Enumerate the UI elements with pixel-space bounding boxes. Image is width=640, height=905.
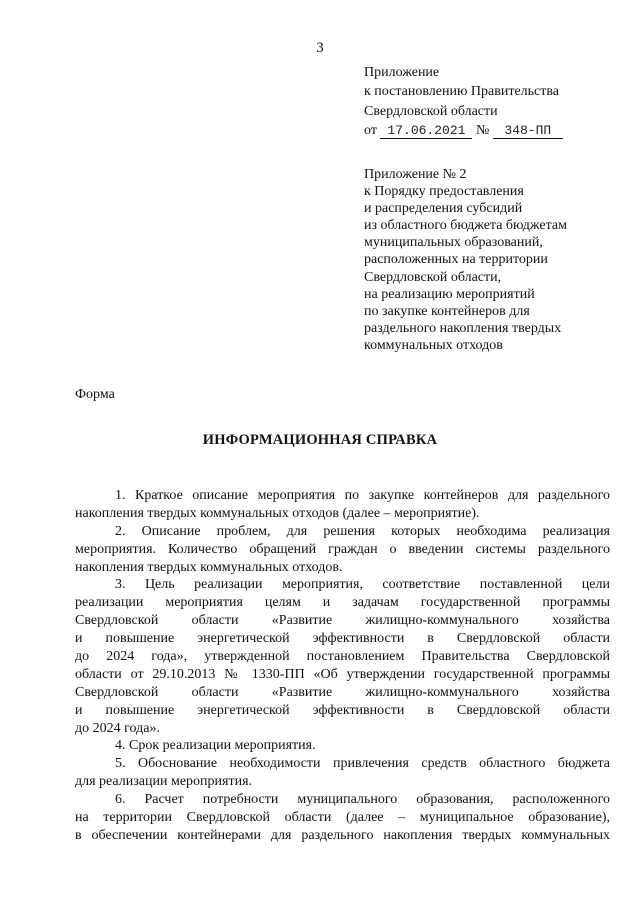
body-paragraph bbox=[75, 576, 610, 737]
annex2-line: расположенных на территории bbox=[364, 252, 548, 268]
body-paragraph bbox=[75, 487, 610, 523]
date-prefix: от bbox=[364, 123, 377, 139]
document-title: ИНФОРМАЦИОННАЯ СПРАВКА bbox=[202, 432, 438, 448]
body-paragraph bbox=[75, 791, 610, 845]
paragraph-line: до 2024 года», утвержденной постановлением Правительства Свердловской bbox=[75, 649, 610, 665]
paragraph-line: для реализации мероприятия. bbox=[75, 774, 253, 790]
paragraph-line: 1. Краткое описание мероприятия по закупке контейнеров для раздельного bbox=[115, 488, 610, 503]
body-paragraph bbox=[75, 755, 610, 791]
paragraph-line: области от 29.10.2013 № 1330-ПП «Об утверждении государственной программы bbox=[75, 666, 610, 682]
paragraph-line: накопления твердых коммунальных отходов (далее – мероприятие). bbox=[75, 505, 480, 521]
paragraph-line: реализации мероприятия целям и задачам государственной программы bbox=[75, 595, 610, 611]
paragraph-line: мероприятия. Количество обращений граждан о введении системы раздельного bbox=[75, 541, 610, 557]
body-paragraph bbox=[75, 737, 610, 755]
paragraph-line: в обеспечении контейнерами для раздельного накопления твердых коммунальных bbox=[75, 827, 610, 843]
paragraph-line: и повышение энергетической эффективности в Свердловской области bbox=[75, 631, 610, 647]
paragraph-line: Свердловской области «Развитие жилищно-коммунального хозяйства bbox=[75, 613, 610, 629]
annex2-line: и распределения субсидий bbox=[364, 201, 523, 217]
annex2-line: коммунальных отходов bbox=[364, 337, 503, 353]
appendix-header bbox=[364, 63, 624, 141]
paragraph-line: 3. Цель реализации мероприятия, соответствие поставленной цели bbox=[115, 577, 610, 593]
number-prefix: № bbox=[475, 123, 490, 139]
paragraph-line: 6. Расчет потребности муниципального образования, расположенного bbox=[115, 792, 610, 808]
annex2-line: к Порядку предоставления bbox=[364, 184, 524, 200]
annex2-line: на реализацию мероприятий bbox=[364, 286, 535, 302]
annex2-line: Свердловской области, bbox=[364, 269, 502, 285]
annex2-line: Приложение № 2 bbox=[364, 167, 467, 182]
paragraph-line: 4. Срок реализации мероприятия. bbox=[115, 738, 316, 754]
form-label: Форма bbox=[75, 387, 115, 402]
paragraph-line: на территории Свердловской области (далее – муниципальное образование), bbox=[75, 810, 610, 826]
resolution-number: 348-ПП bbox=[493, 124, 563, 139]
annex2-header bbox=[364, 166, 624, 354]
paragraph-line: до 2024 года». bbox=[75, 720, 160, 736]
annex2-line: раздельного накопления твердых bbox=[364, 320, 562, 336]
body-paragraph bbox=[75, 523, 610, 577]
appendix-line-1: Приложение bbox=[364, 65, 440, 80]
appendix-line-3: Свердловской области bbox=[364, 103, 498, 119]
annex2-line: муниципальных образований, bbox=[364, 235, 543, 251]
appendix-date-line bbox=[364, 121, 624, 140]
paragraph-line: 2. Описание проблем, для решения которых необходима реализация bbox=[115, 523, 610, 539]
paragraph-line: и повышение энергетической эффективности в Свердловской области bbox=[75, 702, 610, 718]
page-number: 3 bbox=[316, 40, 324, 56]
paragraph-line: накопления твердых коммунальных отходов. bbox=[75, 559, 343, 575]
paragraph-line: Свердловской области «Развитие жилищно-коммунального хозяйства bbox=[75, 684, 610, 700]
annex2-line: по закупке контейнеров для bbox=[364, 303, 530, 319]
annex2-line: из областного бюджета бюджетам bbox=[364, 218, 567, 234]
resolution-date: 17.06.2021 bbox=[380, 124, 472, 139]
document-body bbox=[75, 487, 610, 845]
paragraph-line: 5. Обоснование необходимости привлечения средств областного бюджета bbox=[115, 756, 610, 772]
appendix-line-2: к постановлению Правительства bbox=[364, 84, 560, 100]
